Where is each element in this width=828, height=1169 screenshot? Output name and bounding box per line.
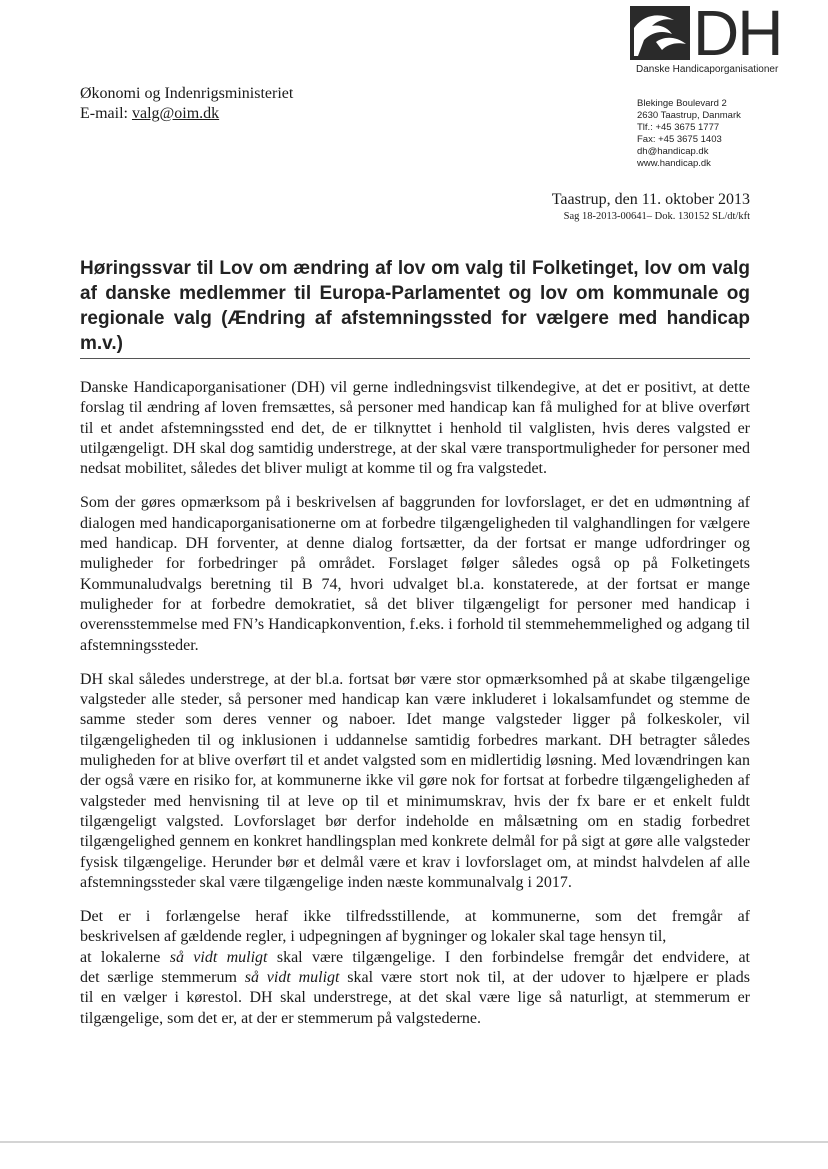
- document-title: Høringssvar til Lov om ændring af lov om valg til Folketinget, lov om valg af danske medlemmer til Europa-Parlamentet og lov om kommunale og regionale valg (Ændring af afstemningssted for vælgere med handicap m.v.): [80, 258, 750, 354]
- paragraph-4-line: [80, 927, 750, 947]
- emphasis-text: så vidt muligt: [244, 969, 340, 987]
- dh-bird-logo-icon: [630, 6, 690, 60]
- address-website[interactable]: www.handicap.dk: [637, 158, 711, 169]
- paragraph-3: DH skal således understrege, at der bl.a. fortsat bør være stor opmærksomhed på at skabe tilgængelige valgsteder alle steder, så personer med handicap kan være inkluderet i lokalsamfundet og stemme de samme steder som deres venner og naboer. Idet mange valgsteder ligger på folkeskoler, vil tilgængeligheden til og inklusionen i uddannelse samtidig forbedres markant. DH betragter således muligheden for at blive overført til et andet valgsted som en midlertidig løsning. Med lovændringen kan der også være en risiko for, at kommunerne ikke vil gøre nok for fortsat at forbedre tilgængeligheden af valgsteder med henvisning til at leve op til et minimumskrav, hvis der fx bare er et enkelt fuldt tilgængeligt valgsted. Lovforslaget bør derfor indeholde en målsætning om en stadig forbedret tilgængelighed gennem en konkret handlingsplan med konkrete delmål for på sigt at gøre alle valgsteder fysisk tilgængelige. Herunder bør et delmål være et krav i lovforslaget om, at mindst halvdelen af alle afstemningssteder skal være tilgængelige inden næste kommunalvalg i 2017.: [80, 670, 750, 891]
- recipient-block: [80, 84, 293, 124]
- logo-letters: DH: [693, 0, 782, 69]
- email-label: E-mail:: [80, 105, 128, 122]
- address-email[interactable]: dh@handicap.dk: [637, 146, 709, 157]
- sender-address: [637, 98, 741, 170]
- address-fax: Fax: +45 3675 1403: [637, 134, 722, 145]
- title-divider: [80, 358, 750, 359]
- emphasis-text: så vidt muligt: [169, 948, 268, 966]
- address-street: Blekinge Boulevard 2: [637, 98, 727, 109]
- text-run: skal være stort nok til, at der udover to hjælpere er plads: [339, 969, 750, 987]
- page-bottom-edge: [0, 1141, 828, 1143]
- address-city: 2630 Taastrup, Danmark: [637, 110, 741, 121]
- email-link[interactable]: valg@oim.dk: [131, 105, 220, 122]
- paragraph-1: Danske Handicaporganisationer (DH) vil gerne indledningsvist tilkendegive, at det er positivt, at dette forslag til ændring af loven fremsættes, så personer med handicap kan få mulighed for at blive overført til et andet afstemningssted end det, de er tilknyttet i henhold til valglisten, hvis deres valgsted er utilgængeligt. DH skal dog samtidig understrege, at der skal være transportmuligheder for personer med nedsat mobilitet, således det bliver muligt at komme til og fra valgstedet.: [80, 379, 750, 478]
- paragraph-4-line: [80, 948, 750, 968]
- dh-logo: [630, 0, 805, 75]
- recipient-email-line: [80, 104, 293, 124]
- text-run: at lokalerne: [80, 948, 170, 966]
- paragraph-4-line: [80, 988, 750, 1008]
- paragraph-4: [80, 907, 750, 1029]
- paragraph-4-line: [80, 968, 750, 988]
- text-run: skal være tilgængelige. I den forbindelse fremgår det endvidere, at: [267, 948, 751, 966]
- paragraph-4-line: [80, 907, 750, 927]
- text-run: tilgængelige, som det er, at der er stemmerum på valgstederne.: [80, 1009, 482, 1027]
- letter-body: [80, 378, 750, 1043]
- text-run: beskrivelsen af gældende regler, i udpegningen af bygninger og lokaler skal tage hensyn til,: [80, 928, 667, 946]
- paragraph-4-line: [80, 1009, 750, 1029]
- text-run: det særlige stemmerum: [80, 969, 245, 987]
- address-phone: Tlf.: +45 3675 1777: [637, 122, 720, 133]
- text-run: til en vælger i kørestol. DH skal understrege, at det skal være lige så naturligt, at stemmerum er: [80, 989, 750, 1007]
- case-reference: Sag 18-2013-00641– Dok. 130152 SL/dt/kft: [563, 211, 750, 222]
- recipient-ministry: Økonomi og Indenrigsministeriet: [80, 85, 294, 102]
- dateline: [552, 190, 750, 224]
- paragraph-2: Som der gøres opmærksom på i beskrivelsen af baggrunden for lovforslaget, er det en udmøntning af dialogen med handicaporganisationerne om at forbedre tilgængeligheden til valghandlingen for vælgere med handicap. DH forventer, at denne dialog fortsætter, da der fortsat er mange udfordringer og muligheder for forbedringer på området. Forslaget følger således også op på Folketingets Kommunaludvalgs beretning til B 74, hvori udvalget bl.a. konstaterede, at der fortsat er mange muligheder for at forbedre demokratiet, så det bliver tilgængeligt for personer med handicap i overensstemmelse med FN’s Handicapkonvention, f.eks. i forhold til stemmehemmelighed og adgang til afstemningssteder.: [80, 494, 750, 654]
- letter-date: Taastrup, den 11. oktober 2013: [551, 191, 750, 208]
- text-run: Det er i forlængelse heraf ikke tilfredsstillende, at kommunerne, som det fremgår af: [80, 908, 750, 926]
- logo-org-name: Danske Handicaporganisationer: [636, 64, 779, 75]
